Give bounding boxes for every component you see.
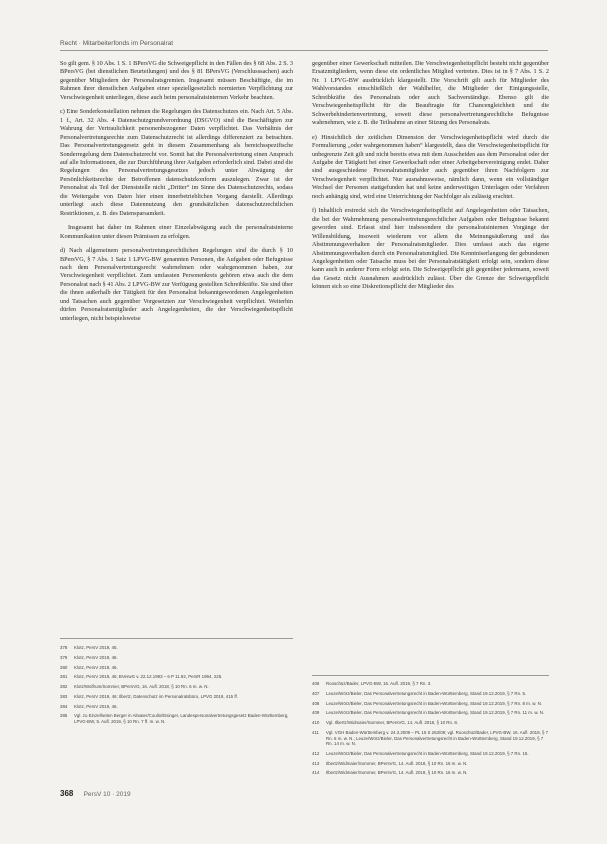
footnote-number: 407 xyxy=(312,690,320,696)
footnote-text: Leuze/Wörz/Bieler, Das Personalvertretungsrecht in Baden-Württemberg, Stand 19.12.2019, § 7 Rn. 5. xyxy=(326,690,527,696)
footnote-rule-left xyxy=(60,638,293,639)
footnote-number: 409 xyxy=(312,710,320,716)
footnote-number: 410 xyxy=(312,720,320,726)
footnote xyxy=(312,701,549,707)
footnote-number: 380 xyxy=(60,664,68,670)
paragraph: f) Inhaltlich erstreckt sich die Verschwiegenheitspflicht auf Angelegenheiten oder Tatsachen, die bei der Wahrnehmung personalvertretungsrechtlicher Aufgaben oder Befugnisse bekannt geworden sind. Erfasst sind hier insbesondere die personalratsinternen Vorgänge der Willensbildung, insoweit wiederum vor allem die Meinungsäußerung und das Abstimmungsverhalten der Personalratsmitglieder. Dies umfasst auch das eigene Abstimmungsverhalten durch ein Personalratsmitglied. Die Kenntniserlangung der gebundenen Angelegenheiten oder Tatsache muss bei der Personalratstätigkeit erfolgt sein, sondern diese kann auch in anderer Form erfolgt sein. Die Schweigepflicht gilt gegenüber jedermann, soweit das Gesetz nicht Ausnahmen ausdrücklich zulässt. Über die Grenze der Schweigepflicht können sich so eine Diskretionspflicht der Mitglieder des xyxy=(312,207,549,291)
header-rule xyxy=(60,50,548,51)
page-footer xyxy=(60,789,131,798)
footnote-number: 412 xyxy=(312,750,320,756)
footnote-number: 382 xyxy=(60,684,68,690)
footnote-text: Klotz, PersV 2019, 46; Ilbertz, Datenschutz im Personalratsbüro, LPVG 2019, 415 ff. xyxy=(74,693,238,699)
footnote-number: 381 xyxy=(60,674,68,680)
footnote-text: Klotz, PersV 2019, 46. xyxy=(74,703,118,709)
footnote-number: 413 xyxy=(312,760,320,766)
footnote-number: 384 xyxy=(60,703,68,709)
footnote xyxy=(60,645,293,651)
running-head: Recht · Mitarbeiterfonds im Personalrat xyxy=(60,40,174,47)
footnote-text: Vgl. zu Einzelheiten Berger in Altvater/Coulin/Eisinger, Landespersonalvertretungsgesetz Baden-Württemberg, LPVG-BW, 5. Aufl. 2019, § 10 Rn. 7 ff. m. w. N. xyxy=(74,713,289,725)
footnote xyxy=(312,691,549,697)
footnote-text: Klotz, PersV 2019, 46. xyxy=(74,654,118,660)
footnote-number: 414 xyxy=(312,770,320,776)
footnote-text: Klotz, PersV 2019, 46; BVerwG v. 22.12.1993 – 6 P 11.92, PersR 1994, 225. xyxy=(74,674,223,680)
footnote-rule-right xyxy=(312,675,549,676)
paragraph: c) Eine Sonderkonstellation nehmen die Regelungen des Datenschutzes ein. Nach Art. 5 Abs. 1 f., Art. 32 Abs. 4 Datenschutzgrundverordnung (DSGVO) sind die Beschäftigten zur Wahrung der Vertraulichkeit personenbezogener Daten verpflichtet. Das Verhältnis der Personalvertretungsrechte zum Datenschutzrecht ist allerdings differenziert zu betrachten. Das Personalvertretungsgesetz geht in diesem Zusammenhang als bereichsspezifische Sonderregelung dem Datenschutzrecht vor. Somit hat die Personalvertretung einen Anspruch auf alle Informationen, die zur Durchführung ihrer Aufgaben erforderlich sind. Dabei sind die Regelungen des Personalvertretungsgesetzes jedoch unter Abwägung der Persönlichkeitsrechte der Betroffenen datenschutzkonform auszulegen. Zwar ist der Personalrat als Teil der Dienststelle nicht „Dritter“ im Sinne des Datenschutzrechts, sodass die Weitergabe von Daten hier einen innerbetrieblichen Vorgang darstellt. Allerdings unterliegt auch diese Datennutzung den grundsätzlichen datenschutzrechtlichen Restriktionen, z. B. des Datensparsamkeit. xyxy=(60,108,293,217)
footnote xyxy=(60,665,293,671)
footnote-text: Rooschüz/Bader, LPVG-BW, 16. Aufl. 2019, § 7 Rn. 3. xyxy=(326,681,432,686)
footnote-number: 378 xyxy=(60,645,68,650)
footnote xyxy=(60,655,293,661)
footnote-number: 406 xyxy=(312,681,320,686)
footnote-number: 379 xyxy=(60,654,68,660)
footnote-text: Klotz, PersV 2019, 46. xyxy=(74,664,118,670)
paragraph: e) Hinsichtlich der zeitlichen Dimension der Verschwiegenheitspflicht wird durch die Formulierung „oder wahrgenommen haben“ klargestellt, dass die Verschwiegenheitspflicht für unbegrenzte Zeit gilt und nicht bereits etwa mit dem Ausscheiden aus dem Personalrat oder der Aufgabe der Tätigkeit bei einer Gewerkschaft oder einer Arbeitgebervereinigung endet. Daher sind ausgeschiedene Personalratsmitglieder auch gegenüber ihren Nachfolgern zur Verschwiegenheit verpflichtet. Nur ausnahmsweise, nämlich dann, wenn ein vollständiger Wechsel der Personen stattgefunden hat und keine anderweitigen Unterlagen oder Verfahren noch anhängig sind, wird eine Unterrichtung der Nachfolger als zulässig erachtet. xyxy=(312,133,549,200)
right-column xyxy=(312,60,549,672)
journal-issue: PersV 10 · 2019 xyxy=(83,791,131,798)
paragraph: Insgesamt hat daher im Rahmen einer Einzelabwägung auch die personalratsinterne Kommunikation unter diesen Prämissen zu erfolgen. xyxy=(60,224,293,240)
footnote xyxy=(312,710,549,716)
footnote xyxy=(60,684,293,690)
footnote xyxy=(312,720,549,726)
paragraph: So gilt gem. § 10 Abs. 1 S. 1 BPersVG die Schweigepflicht in den Fällen des § 68 Abs. 2 S. 3 BPersVG (bei dienstlichen Beurteilungen) und des § 81 BPersVG (Verschlusssachen) auch gegenüber Mitgliedern der Personalratsgremien. Insgesamt müssen Beschäftigte, die im Rahmen ihrer dienstlichen Aufgaben einer speziellgesetzlich normierten Verpflichtung zur Verschwiegenheit unterliegen, diese auch beim personalratsinternen Verkehr beachten. xyxy=(60,60,293,101)
footnote xyxy=(312,761,549,767)
footnote xyxy=(60,674,293,680)
footnote-text: Klotz, PersV 2019, 45. xyxy=(74,645,118,650)
footnote-text: Leuze/Wörz/Bieler, Das Personalvertretungsrecht in Baden-Württemberg, Stand 19.12.2019, § 7 Rn. 15. xyxy=(326,750,529,756)
footnote xyxy=(60,704,293,710)
footnote-text: Klotz/Wolfrum/Sommer, BPersVG, 16. Aufl. 2018, § 10 Rn. 6 m. w. N. xyxy=(74,684,209,690)
footnote xyxy=(312,770,549,776)
footnote-text: Vgl. VGH Baden-Württemberg v. 24.3.2009 – PL 15 S 263/08; vgl. Rooschüz/Bader, LPVG-BW, 16. Aufl. 2019, § 7 Rn. 6 m. w. N.; Leuze/Wörz/Bieler, Das Personalvertretungsrecht in Baden-Württemberg, Stand 19.12.2019, § 7 Rn. 14 m. w. N. xyxy=(326,729,549,747)
footnote-text: Leuze/Wörz/Bieler, Das Personalvertretungsrecht in Baden-Württemberg, Stand 19.12.2019, § 7 Rn. 8 m. w. N. xyxy=(326,700,542,706)
footnote-text: Ilbertz/Widmaier/Sommer, BPersVG, 14. Aufl. 2018, § 10 Rn. 16 m. w. N. xyxy=(326,770,468,776)
footnote xyxy=(312,681,549,687)
footnote xyxy=(312,730,549,747)
footnotes-left xyxy=(60,645,293,729)
footnote-text: Leuze/Wörz/Bieler, Das Personalvertretungsrecht in Baden-Württemberg, Stand 19.12.2019, § 7 Rn. 11 m. w. N. xyxy=(326,710,545,716)
footnote-number: 383 xyxy=(60,693,68,699)
paragraph: gegenüber einer Gewerkschaft mitteilen. Die Verschwiegenheitspflicht besteht nicht gegenüber Ersatzmitgliedern, wenn diese ein ordentliches Mitglied vertreten. Dies ist in § 7 Abs. 1 S. 2 Nr. 1 LPVG-BW ausdrücklich klargestellt. Die Vorschrift gilt auch für Mitglieder des Wahlvorstandes einschließlich der Wahlhelfer, die Mitglieder der Einigungsstelle, Schreibkräfte des Personalrats oder auch Sachverständige. Ebenso gilt die Verschwiegenheitspflicht für die Beauftragte für Chancengleichheit und die Schwerbehindertenvertretung, soweit diese personalvertretungsrechtliche Befugnisse wahrnehmen, wie z. B. die Teilnahme an einer Sitzung des Personalrats. xyxy=(312,60,549,127)
footnote xyxy=(60,694,293,700)
left-column xyxy=(60,60,293,645)
footnote xyxy=(312,751,549,757)
footnotes-right xyxy=(312,681,549,780)
page-number: 368 xyxy=(60,789,74,798)
footnote-number: 411 xyxy=(312,729,319,735)
footnote xyxy=(60,713,293,724)
paragraph: d) Nach allgemeinem personalvertretungsrechtlichen Regelungen sind die durch § 10 BPersVG, § 7 Abs. 1 Satz 1 LPVG-BW genannten Personen, die Aufgaben oder Befugnisse nach dem Personalvertretungsrecht wahrnehmen oder wahrgenommen haben, zur Verschwiegenheit verpflichtet. Zum umfassten Personenkreis gehören etwa auch die dem Personalrat nach § 41 Abs. 2 LPVG-BW zur Verfügung gestellten Schreibkräfte. Sie sind über die ihnen außerhalb der Tätigkeit für den Personalrat bekanntgewordenen Angelegenheiten und Tatsachen auch gegenüber Vorgesetzten zur Verschwiegenheit verpflichtet. Weiterhin dürfen Personalratsmitglieder auch Angelegenheiten, die der Verschwiegenheitspflicht unterliegen, nicht beispielsweise xyxy=(60,247,293,322)
footnote-text: Vgl. Ilbertz/Widmaier/Sommer, BPersVG, 14. Aufl. 2018, § 10 Rn. 8. xyxy=(326,720,459,726)
footnote-number: 385 xyxy=(60,713,68,719)
footnote-text: Ilbertz/Widmaier/Sommer, BPersVG, 14. Aufl. 2018, § 10 Rn. 16 m. w. N. xyxy=(326,760,468,766)
footnote-number: 408 xyxy=(312,700,320,706)
